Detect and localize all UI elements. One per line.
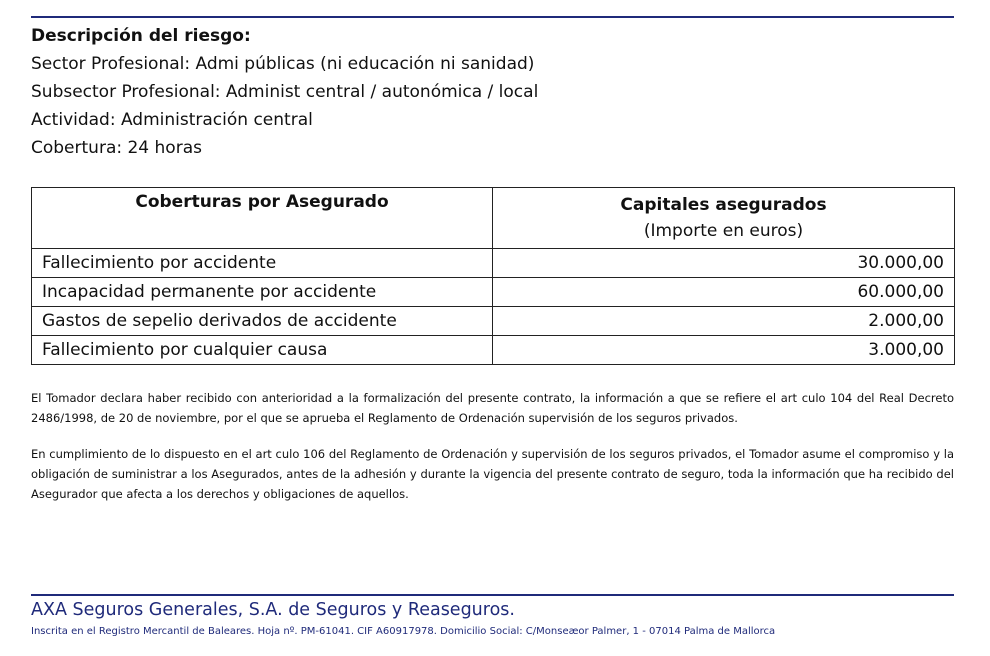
- risk-description: [31, 22, 951, 162]
- risk-coverage-hours: Cobertura: 24 horas: [31, 138, 202, 158]
- company-name: AXA Seguros Generales, S.A. de Seguros y Reaseguros.: [31, 600, 515, 620]
- declaration-paragraph: El Tomador declara haber recibido con anterioridad a la formalización del presente contrato, la información a que se refiere el art culo 104 del Real Decreto 2486/1998, de 20 de noviembre, por el que se aprueba el Reglamento de Ordenación supervisión de los seguros privados.: [31, 391, 954, 425]
- registry-info: Inscrita en el Registro Mercantil de Baleares. Hoja nº. PM-61041. CIF A60917978. Domicilio Social: C/Monseæor Palmer, 1 - 07014 Palma de Mallorca: [31, 626, 776, 637]
- table-row: [32, 336, 955, 365]
- coverage-name: Gastos de sepelio derivados de accidente: [32, 307, 493, 336]
- coverage-amount: 2.000,00: [493, 307, 955, 336]
- header-capital-subtitle: (Importe en euros): [643, 221, 804, 241]
- obligation-paragraph: En cumplimiento de lo dispuesto en el art culo 106 del Reglamento de Ordenación y supervisión de los seguros privados, el Tomador asume el compromiso y la obligación de suministrar a los Asegurados, antes de la adhesión y durante la vigencia del presente contrato de seguro, toda la información que ha recibido del Asegurador que afecta a los derechos y obligaciones de aquellos.: [31, 447, 954, 501]
- table-header-row: [32, 188, 955, 249]
- table-row: [32, 249, 955, 278]
- bottom-divider: [31, 594, 954, 596]
- header-coverage: Coberturas por Asegurado: [32, 188, 493, 249]
- risk-sector: Sector Profesional: Admi públicas (ni educación ni sanidad): [31, 54, 535, 74]
- risk-subsector: Subsector Profesional: Administ central / autonómica / local: [31, 82, 539, 102]
- header-capital-title: Capitales asegurados: [620, 195, 827, 215]
- coverage-amount: 60.000,00: [493, 278, 955, 307]
- coverage-table: [31, 187, 955, 365]
- coverage-name: Incapacidad permanente por accidente: [32, 278, 493, 307]
- risk-activity: Actividad: Administración central: [31, 110, 313, 130]
- coverage-name: Fallecimiento por accidente: [32, 249, 493, 278]
- table-row: [32, 307, 955, 336]
- coverage-amount: 30.000,00: [493, 249, 955, 278]
- coverage-name: Fallecimiento por cualquier causa: [32, 336, 493, 365]
- header-capital: [493, 188, 955, 249]
- table-row: [32, 278, 955, 307]
- risk-heading: Descripción del riesgo:: [31, 26, 251, 46]
- top-divider: [31, 16, 954, 18]
- coverage-amount: 3.000,00: [493, 336, 955, 365]
